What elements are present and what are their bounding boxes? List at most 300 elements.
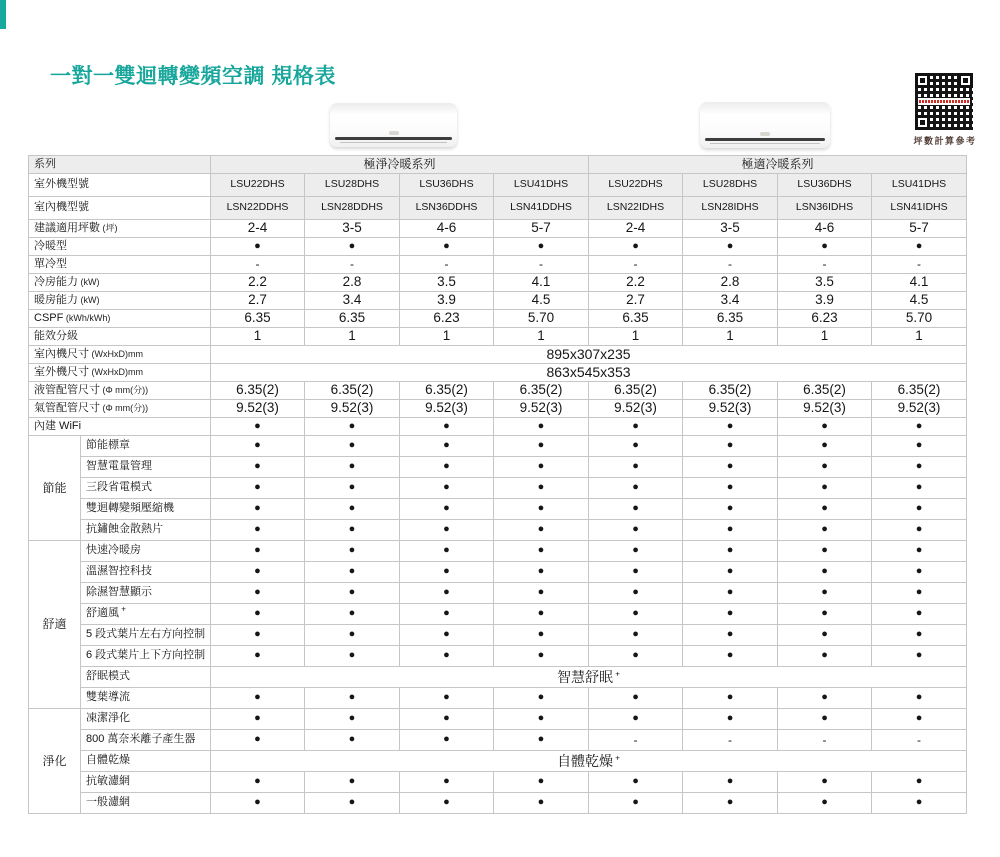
row-label: 凍潔淨化: [81, 709, 211, 730]
spec-cell: ●: [778, 772, 872, 793]
qr-finder-icon: [915, 73, 930, 88]
spec-row: [29, 625, 967, 646]
spec-cell: ●: [494, 772, 589, 793]
spec-cell: ●: [211, 730, 305, 751]
qr-caption: 坪數計算參考: [913, 136, 977, 146]
spec-cell: ●: [494, 730, 589, 751]
spec-cell: LSU22DHS: [211, 174, 305, 197]
spec-cell: ●: [211, 709, 305, 730]
spec-cell: ●: [683, 499, 778, 520]
spec-row: [29, 274, 967, 292]
row-label: 舒眠模式: [81, 667, 211, 688]
row-label: 內建 WiFi: [29, 418, 211, 436]
spec-cell: ●: [589, 583, 683, 604]
row-label: 暖房能力 (kW): [29, 292, 211, 310]
spec-cell: ●: [872, 478, 967, 499]
spec-cell: 1: [872, 328, 967, 346]
spec-row: [29, 400, 967, 418]
spec-cell: ●: [778, 793, 872, 814]
spec-cell: ●: [872, 418, 967, 436]
spec-cell: ●: [494, 562, 589, 583]
spec-cell: ●: [683, 478, 778, 499]
spec-cell: ●: [305, 625, 400, 646]
spec-cell: ●: [494, 604, 589, 625]
spec-cell: ●: [400, 793, 494, 814]
unit-vent-line: [335, 137, 452, 140]
spec-cell: 2.8: [683, 274, 778, 292]
spec-cell: 3.9: [778, 292, 872, 310]
spec-cell: ●: [400, 772, 494, 793]
spec-cell: ●: [305, 436, 400, 457]
spec-cell: ●: [872, 436, 967, 457]
row-label: 冷房能力 (kW): [29, 274, 211, 292]
spec-cell: 4.5: [494, 292, 589, 310]
merged-value: 895x307x235: [211, 346, 967, 364]
spec-row: [29, 772, 967, 793]
spec-cell: -: [778, 256, 872, 274]
spec-cell: ●: [589, 541, 683, 562]
spec-cell: ●: [872, 709, 967, 730]
spec-row: [29, 604, 967, 625]
spec-cell: ●: [305, 562, 400, 583]
spec-cell: 2.7: [589, 292, 683, 310]
spec-cell: ●: [778, 688, 872, 709]
unit-logo-mark: [760, 132, 770, 136]
spec-cell: ●: [683, 520, 778, 541]
spec-cell: ●: [305, 604, 400, 625]
spec-cell: ●: [305, 688, 400, 709]
spec-cell: 6.35: [211, 310, 305, 328]
spec-cell: LSN22IDHS: [589, 197, 683, 220]
spec-cell: 3-5: [305, 220, 400, 238]
spec-cell: 1: [494, 328, 589, 346]
row-label: 舒適風 +: [81, 604, 211, 625]
spec-cell: 6.23: [778, 310, 872, 328]
spec-cell: 3.5: [778, 274, 872, 292]
spec-cell: 5.70: [872, 310, 967, 328]
spec-cell: LSN36IDHS: [778, 197, 872, 220]
spec-cell: 5-7: [872, 220, 967, 238]
spec-cell: LSU36DHS: [400, 174, 494, 197]
spec-cell: ●: [778, 562, 872, 583]
spec-cell: ●: [494, 793, 589, 814]
spec-cell: ●: [494, 688, 589, 709]
unit-logo-mark: [389, 131, 399, 135]
spec-cell: ●: [211, 646, 305, 667]
spec-cell: 9.52(3): [400, 400, 494, 418]
spec-cell: 4.1: [872, 274, 967, 292]
spec-cell: ●: [872, 541, 967, 562]
row-label: 單冷型: [29, 256, 211, 274]
spec-cell: ●: [778, 583, 872, 604]
spec-cell: ●: [872, 562, 967, 583]
row-label: 智慧電量管理: [81, 457, 211, 478]
spec-cell: ●: [211, 772, 305, 793]
qr-finder-icon: [915, 115, 930, 130]
spec-cell: ●: [778, 646, 872, 667]
group-label: 淨化: [29, 709, 81, 814]
spec-cell: ●: [494, 520, 589, 541]
spec-cell: 6.35: [683, 310, 778, 328]
spec-row: [29, 751, 967, 772]
spec-cell: 9.52(3): [211, 400, 305, 418]
spec-cell: ●: [305, 793, 400, 814]
spec-cell: LSU36DHS: [778, 174, 872, 197]
qr-finder-icon: [958, 73, 973, 88]
spec-row: [29, 478, 967, 499]
spec-cell: 6.35(2): [305, 382, 400, 400]
spec-cell: ●: [778, 541, 872, 562]
spec-cell: ●: [589, 562, 683, 583]
spec-cell: 1: [400, 328, 494, 346]
row-label: 抗鏽蝕金散熱片: [81, 520, 211, 541]
spec-cell: ●: [589, 688, 683, 709]
spec-cell: ●: [494, 499, 589, 520]
spec-cell: -: [683, 730, 778, 751]
spec-cell: ●: [778, 478, 872, 499]
row-label: 一般濾網: [81, 793, 211, 814]
spec-cell: ●: [683, 604, 778, 625]
spec-cell: ●: [778, 436, 872, 457]
spec-cell: ●: [400, 583, 494, 604]
spec-cell: ●: [211, 541, 305, 562]
spec-cell: ●: [683, 709, 778, 730]
spec-cell: ●: [589, 499, 683, 520]
spec-cell: ●: [778, 418, 872, 436]
spec-cell: ●: [211, 457, 305, 478]
spec-cell: ●: [305, 238, 400, 256]
spec-cell: ●: [589, 625, 683, 646]
row-label: 5 段式葉片左右方向控制: [81, 625, 211, 646]
spec-cell: 4-6: [400, 220, 494, 238]
spec-cell: ●: [872, 688, 967, 709]
spec-table: [28, 155, 967, 814]
row-label: 自體乾燥: [81, 751, 211, 772]
spec-row: [29, 583, 967, 604]
spec-cell: 5-7: [494, 220, 589, 238]
spec-cell: ●: [589, 709, 683, 730]
spec-cell: ●: [589, 478, 683, 499]
spec-cell: ●: [683, 436, 778, 457]
spec-row: [29, 364, 967, 382]
spec-cell: ●: [589, 436, 683, 457]
merged-value: 自體乾燥 +: [211, 751, 967, 772]
spec-cell: ●: [683, 688, 778, 709]
spec-cell: ●: [872, 520, 967, 541]
spec-cell: 9.52(3): [778, 400, 872, 418]
row-label: 除濕智慧顯示: [81, 583, 211, 604]
spec-cell: 9.52(3): [494, 400, 589, 418]
spec-cell: ●: [494, 478, 589, 499]
spec-row: [29, 562, 967, 583]
spec-cell: ●: [400, 541, 494, 562]
spec-cell: ●: [305, 541, 400, 562]
spec-cell: -: [211, 256, 305, 274]
spec-row: [29, 646, 967, 667]
spec-cell: ●: [683, 772, 778, 793]
spec-cell: LSN41IDHS: [872, 197, 967, 220]
spec-cell: 4.1: [494, 274, 589, 292]
page-title: 一對一雙迴轉變頻空調 規格表: [50, 65, 336, 88]
spec-cell: 9.52(3): [589, 400, 683, 418]
spec-row: [29, 520, 967, 541]
spec-cell: ●: [683, 583, 778, 604]
spec-cell: 2.2: [589, 274, 683, 292]
spec-cell: LSU41DHS: [494, 174, 589, 197]
spec-cell: -: [683, 256, 778, 274]
spec-cell: ●: [400, 436, 494, 457]
series-row: [29, 156, 967, 174]
row-label: 室內機尺寸 (WxHxD)mm: [29, 346, 211, 364]
corner-accent: [0, 0, 6, 29]
spec-row: [29, 793, 967, 814]
spec-cell: 1: [211, 328, 305, 346]
spec-cell: ●: [400, 238, 494, 256]
spec-cell: ●: [494, 646, 589, 667]
row-label: 節能標章: [81, 436, 211, 457]
spec-cell: 2-4: [211, 220, 305, 238]
spec-cell: ●: [494, 583, 589, 604]
spec-cell: ●: [683, 646, 778, 667]
spec-cell: 3.4: [305, 292, 400, 310]
spec-cell: ●: [494, 709, 589, 730]
qr-code: [915, 73, 973, 130]
spec-cell: ●: [211, 499, 305, 520]
spec-cell: ●: [305, 709, 400, 730]
spec-row: [29, 436, 967, 457]
row-label: 快速冷暖房: [81, 541, 211, 562]
spec-cell: 2.7: [211, 292, 305, 310]
spec-cell: ●: [400, 646, 494, 667]
spec-cell: ●: [872, 604, 967, 625]
spec-cell: 6.35(2): [683, 382, 778, 400]
spec-cell: ●: [872, 646, 967, 667]
spec-cell: ●: [683, 418, 778, 436]
spec-cell: ●: [589, 520, 683, 541]
spec-row: [29, 667, 967, 688]
spec-cell: ●: [589, 457, 683, 478]
row-label: 能效分級: [29, 328, 211, 346]
spec-cell: ●: [683, 457, 778, 478]
group-label: 節能: [29, 436, 81, 541]
spec-cell: ●: [211, 604, 305, 625]
spec-cell: ●: [305, 457, 400, 478]
spec-row: [29, 382, 967, 400]
spec-cell: -: [589, 730, 683, 751]
row-label: 800 萬奈米離子產生器: [81, 730, 211, 751]
spec-cell: 4-6: [778, 220, 872, 238]
spec-cell: ●: [400, 499, 494, 520]
spec-row: [29, 499, 967, 520]
spec-cell: -: [400, 256, 494, 274]
spec-cell: ●: [872, 457, 967, 478]
spec-cell: ●: [211, 625, 305, 646]
series-name: 極適冷暖系列: [589, 156, 967, 174]
spec-row: [29, 730, 967, 751]
spec-cell: 6.35(2): [494, 382, 589, 400]
spec-cell: ●: [778, 604, 872, 625]
spec-cell: ●: [778, 457, 872, 478]
spec-cell: -: [872, 256, 967, 274]
spec-row: [29, 197, 967, 220]
spec-cell: ●: [589, 604, 683, 625]
spec-cell: LSU22DHS: [589, 174, 683, 197]
spec-cell: ●: [872, 238, 967, 256]
spec-cell: 3-5: [683, 220, 778, 238]
spec-cell: ●: [211, 478, 305, 499]
series-name: 極淨冷暖系列: [211, 156, 589, 174]
spec-cell: ●: [211, 436, 305, 457]
group-label: 舒適: [29, 541, 81, 709]
spec-cell: -: [494, 256, 589, 274]
spec-cell: 3.9: [400, 292, 494, 310]
spec-row: [29, 688, 967, 709]
merged-value: 智慧舒眠 +: [211, 667, 967, 688]
spec-cell: 1: [589, 328, 683, 346]
merged-value: 863x545x353: [211, 364, 967, 382]
spec-cell: ●: [494, 238, 589, 256]
indoor-unit-image-right: [700, 102, 830, 148]
qr-center-band: [918, 98, 970, 105]
spec-cell: ●: [872, 772, 967, 793]
row-label: CSPF (kWh/kWh): [29, 310, 211, 328]
spec-row: [29, 328, 967, 346]
spec-cell: 4.5: [872, 292, 967, 310]
spec-cell: ●: [305, 499, 400, 520]
spec-cell: ●: [400, 625, 494, 646]
spec-cell: ●: [494, 418, 589, 436]
spec-cell: ●: [400, 730, 494, 751]
spec-row: [29, 541, 967, 562]
spec-cell: ●: [494, 625, 589, 646]
row-label: 室外機尺寸 (WxHxD)mm: [29, 364, 211, 382]
spec-cell: -: [872, 730, 967, 751]
row-label: 液管配管尺寸 (Φ mm(分)): [29, 382, 211, 400]
spec-cell: ●: [872, 625, 967, 646]
spec-cell: ●: [305, 583, 400, 604]
spec-row: [29, 174, 967, 197]
spec-cell: 2-4: [589, 220, 683, 238]
spec-row: [29, 709, 967, 730]
spec-cell: ●: [211, 520, 305, 541]
spec-cell: 9.52(3): [683, 400, 778, 418]
spec-cell: 3.4: [683, 292, 778, 310]
spec-cell: ●: [589, 772, 683, 793]
spec-cell: 6.35: [305, 310, 400, 328]
spec-cell: ●: [211, 688, 305, 709]
spec-cell: ●: [494, 541, 589, 562]
spec-cell: 6.35(2): [589, 382, 683, 400]
spec-cell: ●: [494, 457, 589, 478]
spec-cell: 6.35(2): [778, 382, 872, 400]
spec-cell: 6.35: [589, 310, 683, 328]
spec-cell: ●: [400, 418, 494, 436]
spec-cell: ●: [683, 625, 778, 646]
spec-cell: ●: [778, 709, 872, 730]
spec-cell: ●: [872, 583, 967, 604]
spec-cell: 5.70: [494, 310, 589, 328]
spec-cell: ●: [683, 238, 778, 256]
spec-cell: ●: [778, 238, 872, 256]
indoor-unit-image-left: [330, 103, 457, 147]
spec-cell: ●: [589, 793, 683, 814]
spec-cell: ●: [400, 562, 494, 583]
spec-row: [29, 457, 967, 478]
spec-cell: ●: [400, 604, 494, 625]
spec-cell: LSU41DHS: [872, 174, 967, 197]
spec-cell: ●: [400, 709, 494, 730]
row-label: 氣管配管尺寸 (Φ mm(分)): [29, 400, 211, 418]
spec-row: [29, 256, 967, 274]
spec-cell: ●: [305, 646, 400, 667]
spec-cell: ●: [589, 238, 683, 256]
spec-cell: ●: [400, 478, 494, 499]
spec-cell: ●: [778, 625, 872, 646]
spec-row: [29, 418, 967, 436]
spec-cell: LSN41DDHS: [494, 197, 589, 220]
spec-cell: ●: [589, 418, 683, 436]
spec-cell: ●: [683, 541, 778, 562]
spec-cell: 2.2: [211, 274, 305, 292]
spec-cell: ●: [305, 478, 400, 499]
unit-vent-line: [705, 138, 825, 141]
series-row-label: 系列: [29, 156, 211, 174]
spec-cell: ●: [400, 457, 494, 478]
spec-cell: ●: [211, 562, 305, 583]
spec-cell: ●: [305, 772, 400, 793]
row-label: 溫濕智控科技: [81, 562, 211, 583]
row-label: 室內機型號: [29, 197, 211, 220]
row-label: 雙迴轉變頻壓縮機: [81, 499, 211, 520]
spec-cell: 6.35(2): [872, 382, 967, 400]
spec-row: [29, 310, 967, 328]
spec-cell: 6.23: [400, 310, 494, 328]
spec-cell: ●: [872, 793, 967, 814]
spec-cell: ●: [778, 520, 872, 541]
spec-cell: ●: [211, 238, 305, 256]
row-label: 建議適用坪數 (坪): [29, 220, 211, 238]
spec-cell: ●: [494, 436, 589, 457]
spec-cell: ●: [872, 499, 967, 520]
spec-cell: ●: [211, 418, 305, 436]
spec-cell: LSN22DDHS: [211, 197, 305, 220]
spec-cell: ●: [305, 730, 400, 751]
spec-cell: 9.52(3): [305, 400, 400, 418]
row-label: 三段省電模式: [81, 478, 211, 499]
spec-cell: ●: [683, 793, 778, 814]
spec-cell: LSU28DHS: [305, 174, 400, 197]
spec-cell: 1: [683, 328, 778, 346]
spec-cell: 2.8: [305, 274, 400, 292]
spec-cell: 3.5: [400, 274, 494, 292]
spec-cell: 6.35(2): [400, 382, 494, 400]
spec-row: [29, 220, 967, 238]
spec-cell: -: [778, 730, 872, 751]
unit-shadow-line: [710, 143, 820, 144]
spec-cell: LSN28DDHS: [305, 197, 400, 220]
spec-cell: ●: [778, 499, 872, 520]
spec-cell: LSN36DDHS: [400, 197, 494, 220]
spec-cell: -: [589, 256, 683, 274]
row-label: 雙葉導流: [81, 688, 211, 709]
unit-shadow-line: [340, 142, 447, 143]
spec-cell: ●: [589, 646, 683, 667]
spec-cell: 9.52(3): [872, 400, 967, 418]
spec-cell: ●: [400, 520, 494, 541]
spec-cell: ●: [400, 688, 494, 709]
row-label: 室外機型號: [29, 174, 211, 197]
spec-cell: 6.35(2): [211, 382, 305, 400]
